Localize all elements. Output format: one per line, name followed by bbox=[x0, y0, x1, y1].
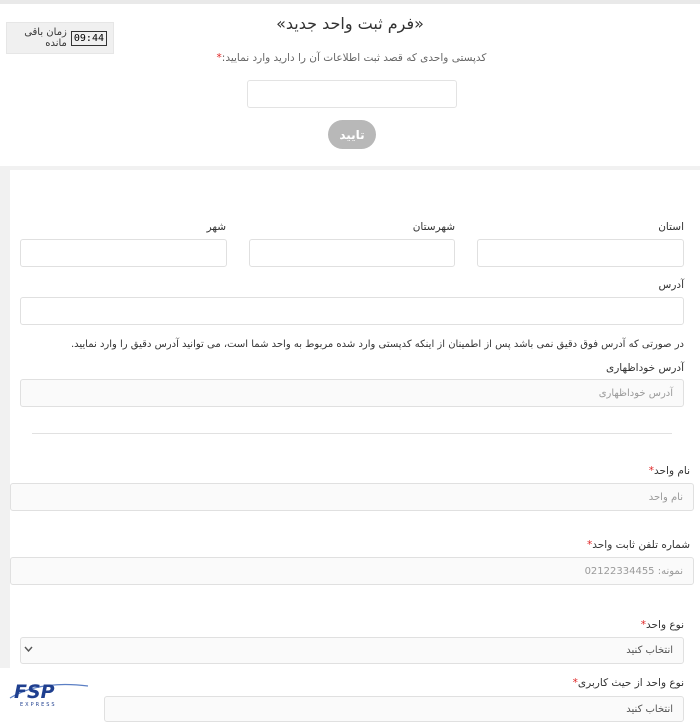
phone-placeholder: نمونه: 02122334455 bbox=[584, 565, 683, 577]
phone-input[interactable] bbox=[10, 557, 694, 585]
logo-text: FSP bbox=[14, 681, 55, 703]
unit-type-label bbox=[500, 619, 684, 631]
unit-name-label bbox=[500, 465, 690, 477]
form-title: «فرم ثبت واحد جدید» bbox=[276, 14, 424, 33]
postal-code-label bbox=[120, 52, 580, 64]
address-note: در صورتی که آدرس فوق دقیق نمی باشد پس از اطمینان از اینکه کدپستی وارد شده مربوط به واحد شما است، می توانید آدرس دقیق را وارد نمایید. bbox=[70, 339, 684, 350]
required-mark: * bbox=[572, 677, 578, 689]
required-mark: * bbox=[587, 539, 593, 551]
unit-type-select[interactable] bbox=[20, 637, 684, 664]
province-select[interactable] bbox=[477, 239, 684, 267]
logo-subtext: EXPRESS bbox=[20, 702, 57, 708]
address-label: آدرس bbox=[658, 279, 684, 291]
county-label: شهرستان bbox=[412, 221, 455, 233]
confirm-button[interactable]: تایید bbox=[328, 120, 376, 149]
unit-name-input[interactable] bbox=[10, 483, 694, 511]
unit-name-placeholder: نام واحد bbox=[648, 491, 683, 503]
declared-address-label: آدرس خوداظهاری bbox=[605, 362, 684, 374]
declared-address-placeholder: آدرس خوداظهاری bbox=[598, 387, 673, 399]
ownership-type-label bbox=[440, 677, 684, 689]
ownership-type-select[interactable] bbox=[104, 696, 684, 722]
divider bbox=[32, 433, 672, 434]
chevron-down-icon[interactable] bbox=[24, 644, 33, 655]
timer-label: زمان باقی مانده bbox=[24, 27, 67, 49]
fsp-express-logo bbox=[0, 668, 104, 722]
ownership-type-label-text: نوع واحد از حیث کاربری bbox=[577, 677, 684, 689]
required-mark: * bbox=[648, 465, 655, 477]
postal-code-label-text: کدپستی واحدی که قصد ثبت اطلاعات آن را دارید وارد نمایید: bbox=[221, 52, 487, 64]
timer-value: 09:44 bbox=[71, 31, 107, 46]
declared-address-input[interactable] bbox=[20, 379, 684, 407]
phone-label-text: شماره تلفن ثابت واحد bbox=[592, 539, 690, 551]
address-field[interactable] bbox=[20, 297, 684, 325]
required-mark: * bbox=[216, 52, 222, 64]
required-mark: * bbox=[640, 619, 647, 631]
county-select[interactable] bbox=[249, 239, 455, 267]
city-label: شهر bbox=[206, 221, 226, 233]
phone-label bbox=[440, 539, 690, 551]
province-label: استان bbox=[658, 221, 684, 233]
city-select[interactable] bbox=[20, 239, 227, 267]
unit-name-label-text: نام واحد bbox=[654, 465, 690, 477]
unit-type-label-text: نوع واحد bbox=[646, 619, 684, 631]
ownership-type-selected: انتخاب کنید bbox=[626, 703, 673, 715]
postal-code-input[interactable] bbox=[247, 80, 457, 108]
unit-type-selected: انتخاب کنید bbox=[626, 645, 673, 656]
